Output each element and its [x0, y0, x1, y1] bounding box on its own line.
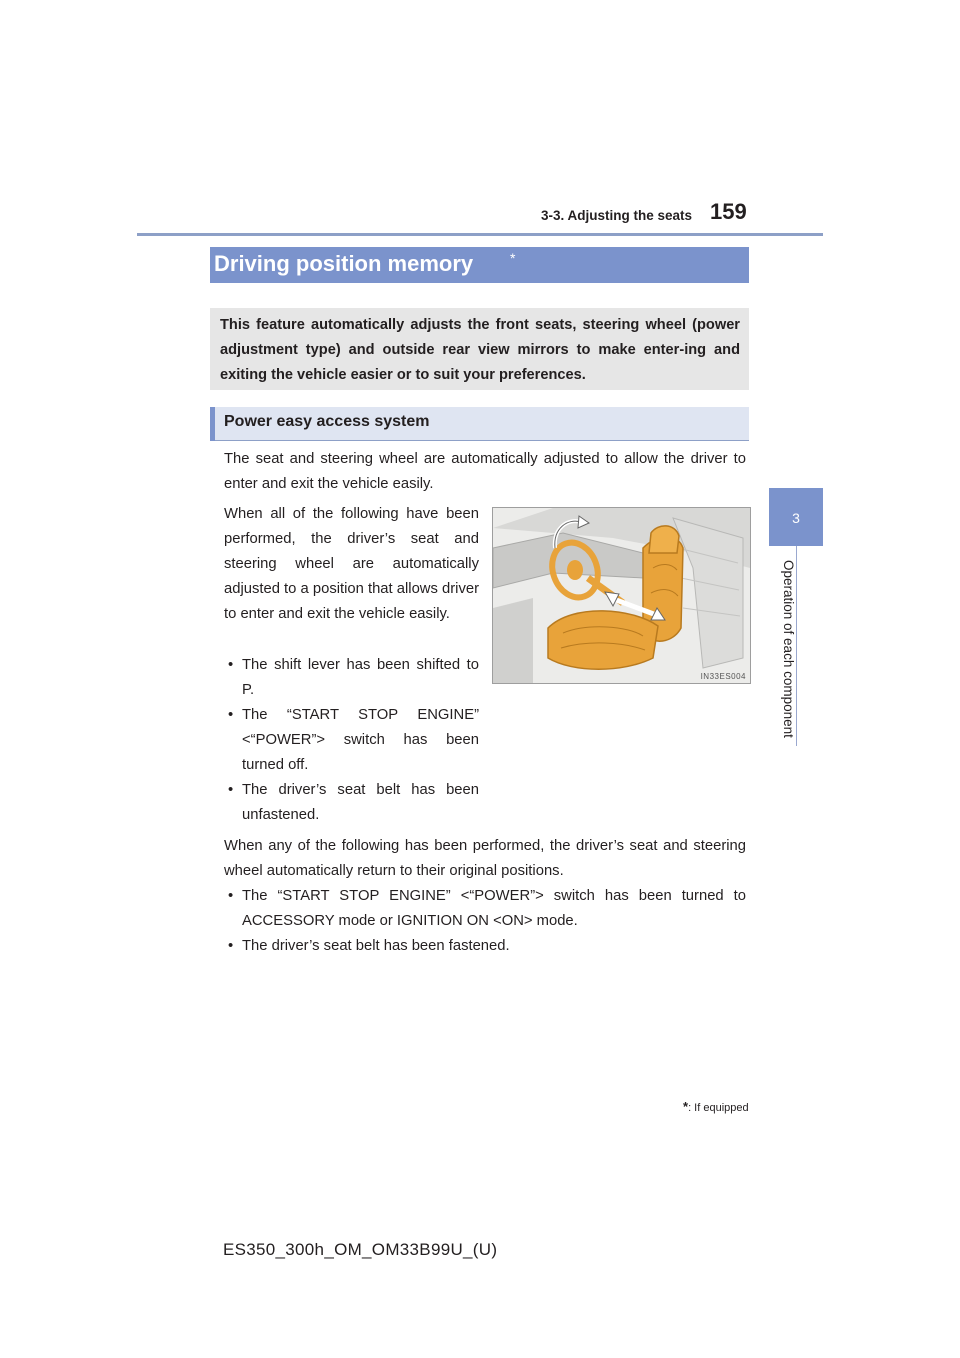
list-item: • The shift lever has been shifted to P.: [224, 653, 479, 703]
chapter-tab: [769, 488, 823, 546]
return-conditions-list: [224, 884, 746, 959]
footnote-text: : If equipped: [688, 1102, 749, 1114]
list-item: • The driver’s seat belt has been unfastened.: [224, 778, 479, 828]
figure-code: IN33ES004: [700, 672, 746, 681]
list-item: • The driver’s seat belt has been fastened.: [224, 934, 746, 959]
list-item: • The “START STOP ENGINE” <“POWER”> switch has been turned to ACCESSORY mode or IGNITION ON <ON> mode.: [224, 884, 746, 934]
title-asterisk: *: [510, 250, 516, 266]
paragraph-return: When any of the following has been performed, the driver’s seat and steering wheel automatically return to their original positions.: [224, 838, 746, 879]
section-title: 3-3. Adjusting the seats: [541, 208, 693, 223]
footnote-asterisk: *: [683, 1099, 689, 1114]
title-bar: [210, 247, 749, 283]
intro-box: [210, 308, 749, 390]
page-number: 159: [710, 199, 747, 224]
paragraph-intro: The seat and steering wheel are automatically adjusted to allow the driver to enter and exit the vehicle easily.: [224, 451, 746, 492]
conditions-list: [224, 653, 479, 828]
chapter-label-wrap: [776, 560, 798, 750]
subheading: Power easy access system: [224, 413, 430, 430]
subheading-accent: [210, 407, 215, 441]
list-item: • The “START STOP ENGINE” <“POWER”> switch has been turned off.: [224, 703, 479, 778]
document-id: ES350_300h_OM_OM33B99U_(U): [223, 1240, 498, 1259]
paragraph-conditions: When all of the following have been performed, the driver’s seat and steering wheel are automatically adjusted to a position that allows driver to enter and exit the vehicle easily.: [224, 506, 479, 622]
footnote: [683, 1099, 749, 1114]
seat-drawing: [493, 508, 750, 683]
chapter-number: 3: [792, 510, 800, 526]
header-rule: [137, 233, 823, 236]
seat-illustration: [492, 507, 751, 684]
subheading-bar: [210, 407, 749, 441]
chapter-label: Operation of each component: [781, 560, 796, 738]
intro-text: This feature automatically adjusts the front seats, steering wheel (power adjustment type) and outside rear view mirrors to make enter-ing and exiting the vehicle easier or to suit your preferences.: [220, 317, 740, 383]
page-title: Driving position memory: [214, 251, 474, 276]
